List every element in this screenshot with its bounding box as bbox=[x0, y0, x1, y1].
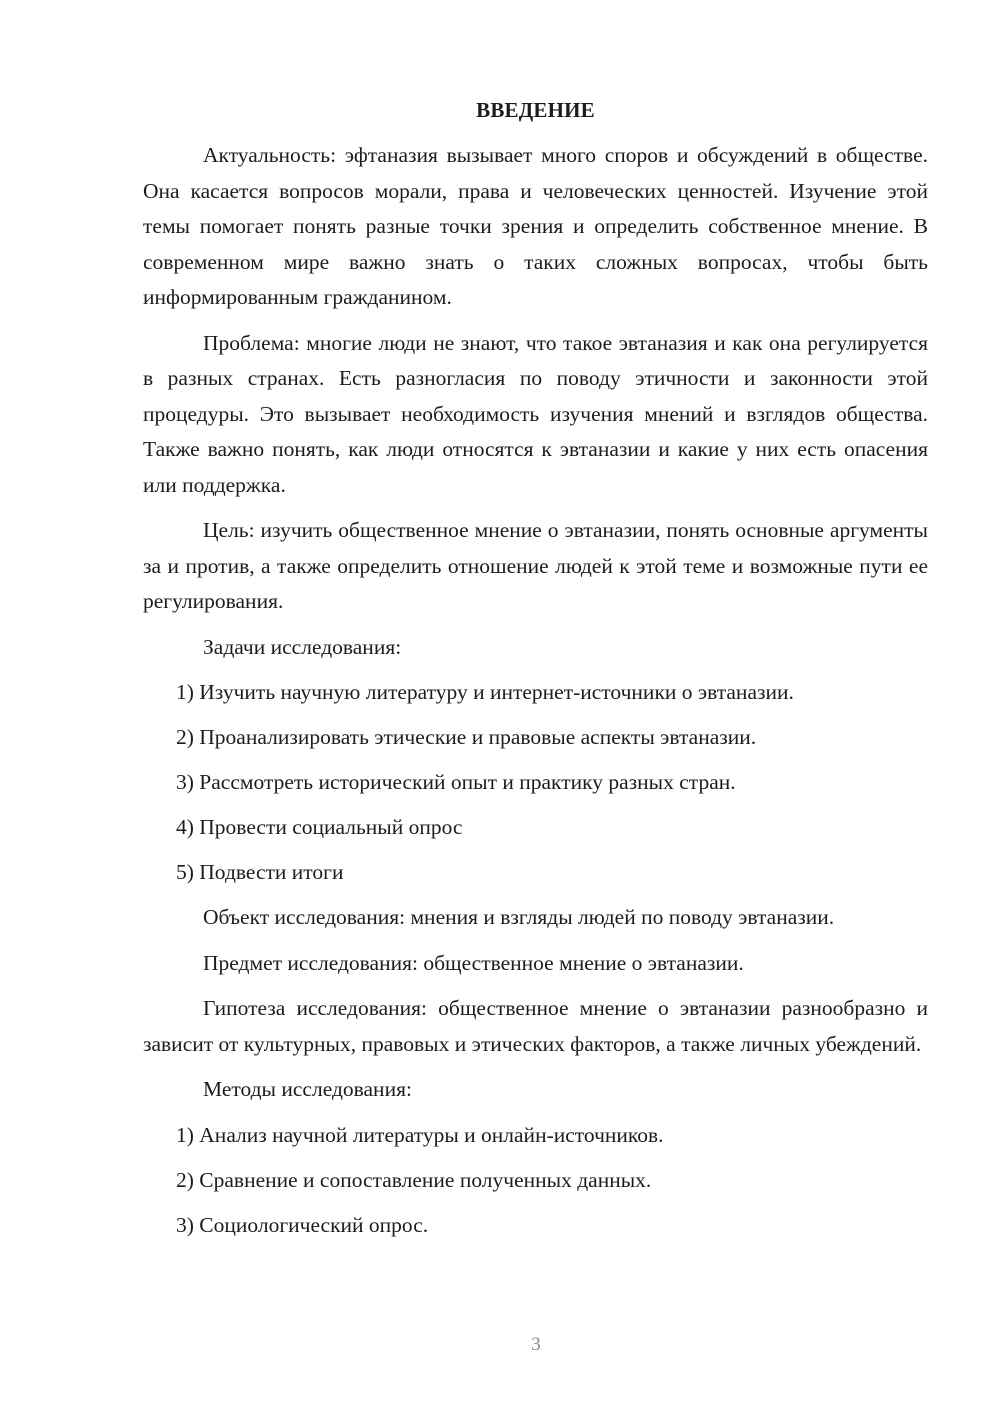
methods-list bbox=[143, 1118, 928, 1244]
method-item: 1) Анализ научной литературы и онлайн-источников. bbox=[176, 1122, 664, 1147]
methods-label: Методы исследования: bbox=[203, 1077, 412, 1101]
page-title: ВВЕДЕНИЕ bbox=[476, 98, 595, 122]
page-number: 3 bbox=[531, 1334, 541, 1355]
task-item: 1) Изучить научную литературу и интернет-источники о эвтаназии. bbox=[176, 680, 794, 704]
tasks-label: Задачи исследования: bbox=[203, 634, 402, 659]
tasks-list bbox=[143, 675, 928, 891]
task-item: 2) Проанализировать этические и правовые аспекты эвтаназии. bbox=[176, 725, 757, 749]
object-paragraph: Объект исследования: мнения и взгляды людей по поводу эвтаназии. bbox=[203, 905, 835, 929]
hypothesis-paragraph: Гипотеза исследования: общественное мнение о эвтаназии разнообразно и зависит от культурных, правовых и этических факторов, а также личных убеждений. bbox=[143, 996, 928, 1056]
relevance-paragraph: Актуальность: эфтаназия вызывает много споров и обсуждений в обществе. Она касается вопросов морали, права и человеческих ценностей. Изучение этой темы помогает понять разные точки зрения и определить собственное мнение. В современном мире важно знать о таких сложных вопросах, чтобы быть информированным гражданином. bbox=[143, 143, 928, 309]
method-item: 2) Сравнение и сопоставление полученных данных. bbox=[176, 1167, 652, 1192]
task-item: 4) Провести социальный опрос bbox=[176, 815, 463, 839]
problem-paragraph: Проблема: многие люди не знают, что такое эвтаназия и как она регулируется в разных странах. Есть разногласия по поводу этичности и законности этой процедуры. Это вызывает необходимость изучения мнений и взглядов общества. Также важно понять, как люди относятся к эвтаназии и какие у них есть опасения или поддержка. bbox=[143, 330, 928, 497]
page-content bbox=[143, 94, 928, 1253]
method-item: 3) Социологический опрос. bbox=[176, 1212, 429, 1237]
subject-paragraph: Предмет исследования: общественное мнение о эвтаназии. bbox=[203, 950, 744, 975]
task-item: 5) Подвести итоги bbox=[176, 860, 344, 884]
task-item: 3) Рассмотреть исторический опыт и практику разных стран. bbox=[176, 770, 736, 794]
goal-paragraph: Цель: изучить общественное мнение о эвтаназии, понять основные аргументы за и против, а также определить отношение людей к этой теме и возможные пути ее регулирования. bbox=[143, 518, 928, 613]
